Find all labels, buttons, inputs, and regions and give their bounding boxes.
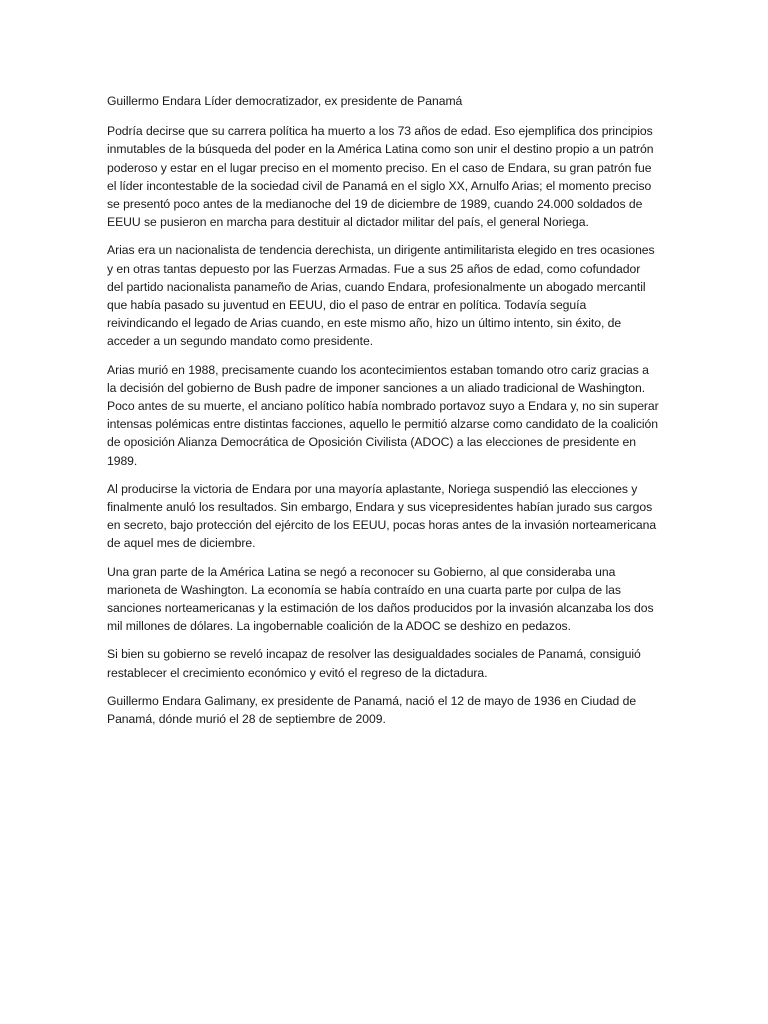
document-title: Guillermo Endara Líder democratizador, ex presidente de Panamá	[107, 94, 463, 108]
paragraph-7: Guillermo Endara Galimany, ex presidente de Panamá, nació el 12 de mayo de 1936 en Ciudad de Panamá, dónde murió el 28 de septiembre de 2009.	[107, 693, 637, 727]
paragraph-1: Podría decirse que su carrera política ha muerto a los 73 años de edad. Eso ejemplifica dos principios inmutables de la búsqueda del poder en la América Latina como son unir el destino propio a un patrón poderoso y estar en el lugar preciso en el momento preciso. En el caso de Endara, su gran patrón fue el líder incontestable de la sociedad civil de Panamá en el siglo XX, Arnulfo Arias; el momento preciso se presentó poco antes de la medianoche del 19 de diciembre de 1989, cuando 24.000 soldados de EEUU se pusieron en marcha para destituir al dictador militar del país, el general Noriega.	[107, 124, 654, 230]
paragraph-2: Arias era un nacionalista de tendencia derechista, un dirigente antimilitarista elegido en tres ocasiones y en otras tantas depuesto por las Fuerzas Armadas. Fue a sus 25 años de edad, como cofundador del partido nacionalista panameño de Arias, cuando Endara, profesionalmente un abogado mercantil que había pasado su juventud en EEUU, dio el paso de entrar en política. Todavía seguía reivindicando el legado de Arias cuando, en este mismo año, hizo un último intento, sin éxito, de acceder a un segundo mandato como presidente.	[107, 243, 655, 349]
paragraph-4: Al producirse la victoria de Endara por una mayoría aplastante, Noriega suspendió las elecciones y finalmente anuló los resultados. Sin embargo, Endara y sus vicepresidentes habían jurado sus cargos en secreto, bajo protección del ejército de los EEUU, pocas horas antes de la invasión norteamericana de aquel mes de diciembre.	[107, 481, 657, 551]
document-body	[107, 92, 659, 738]
paragraph-6: Si bien su gobierno se reveló incapaz de resolver las desigualdades sociales de Panamá, consiguió restablecer el crecimiento económico y evitó el regreso de la dictadura.	[107, 647, 641, 680]
paragraph-3: Arias murió en 1988, precisamente cuando los acontecimientos estaban tomando otro cariz gracias a la decisión del gobierno de Bush padre de imponer sanciones a un aliado tradicional de Washington. Poco antes de su muerte, el anciano político había nombrado portavoz suyo a Endara y, no sin superar intensas polémicas entre distintas facciones, aquello le permitió alzarse como candidato de la coalición de oposición Alianza Democrática de Oposición Civilista (ADOC) a las elecciones de presidente en 1989.	[107, 362, 659, 468]
paragraph-5: Una gran parte de la América Latina se negó a reconocer su Gobierno, al que consideraba una marioneta de Washington. La economía se había contraído en una cuarta parte por culpa de las sanciones norteamericanas y la estimación de los daños producidos por la invasión alcanzaba los dos mil millones de dólares. La ingobernable coalición de la ADOC se deshizo en pedazos.	[107, 564, 654, 634]
